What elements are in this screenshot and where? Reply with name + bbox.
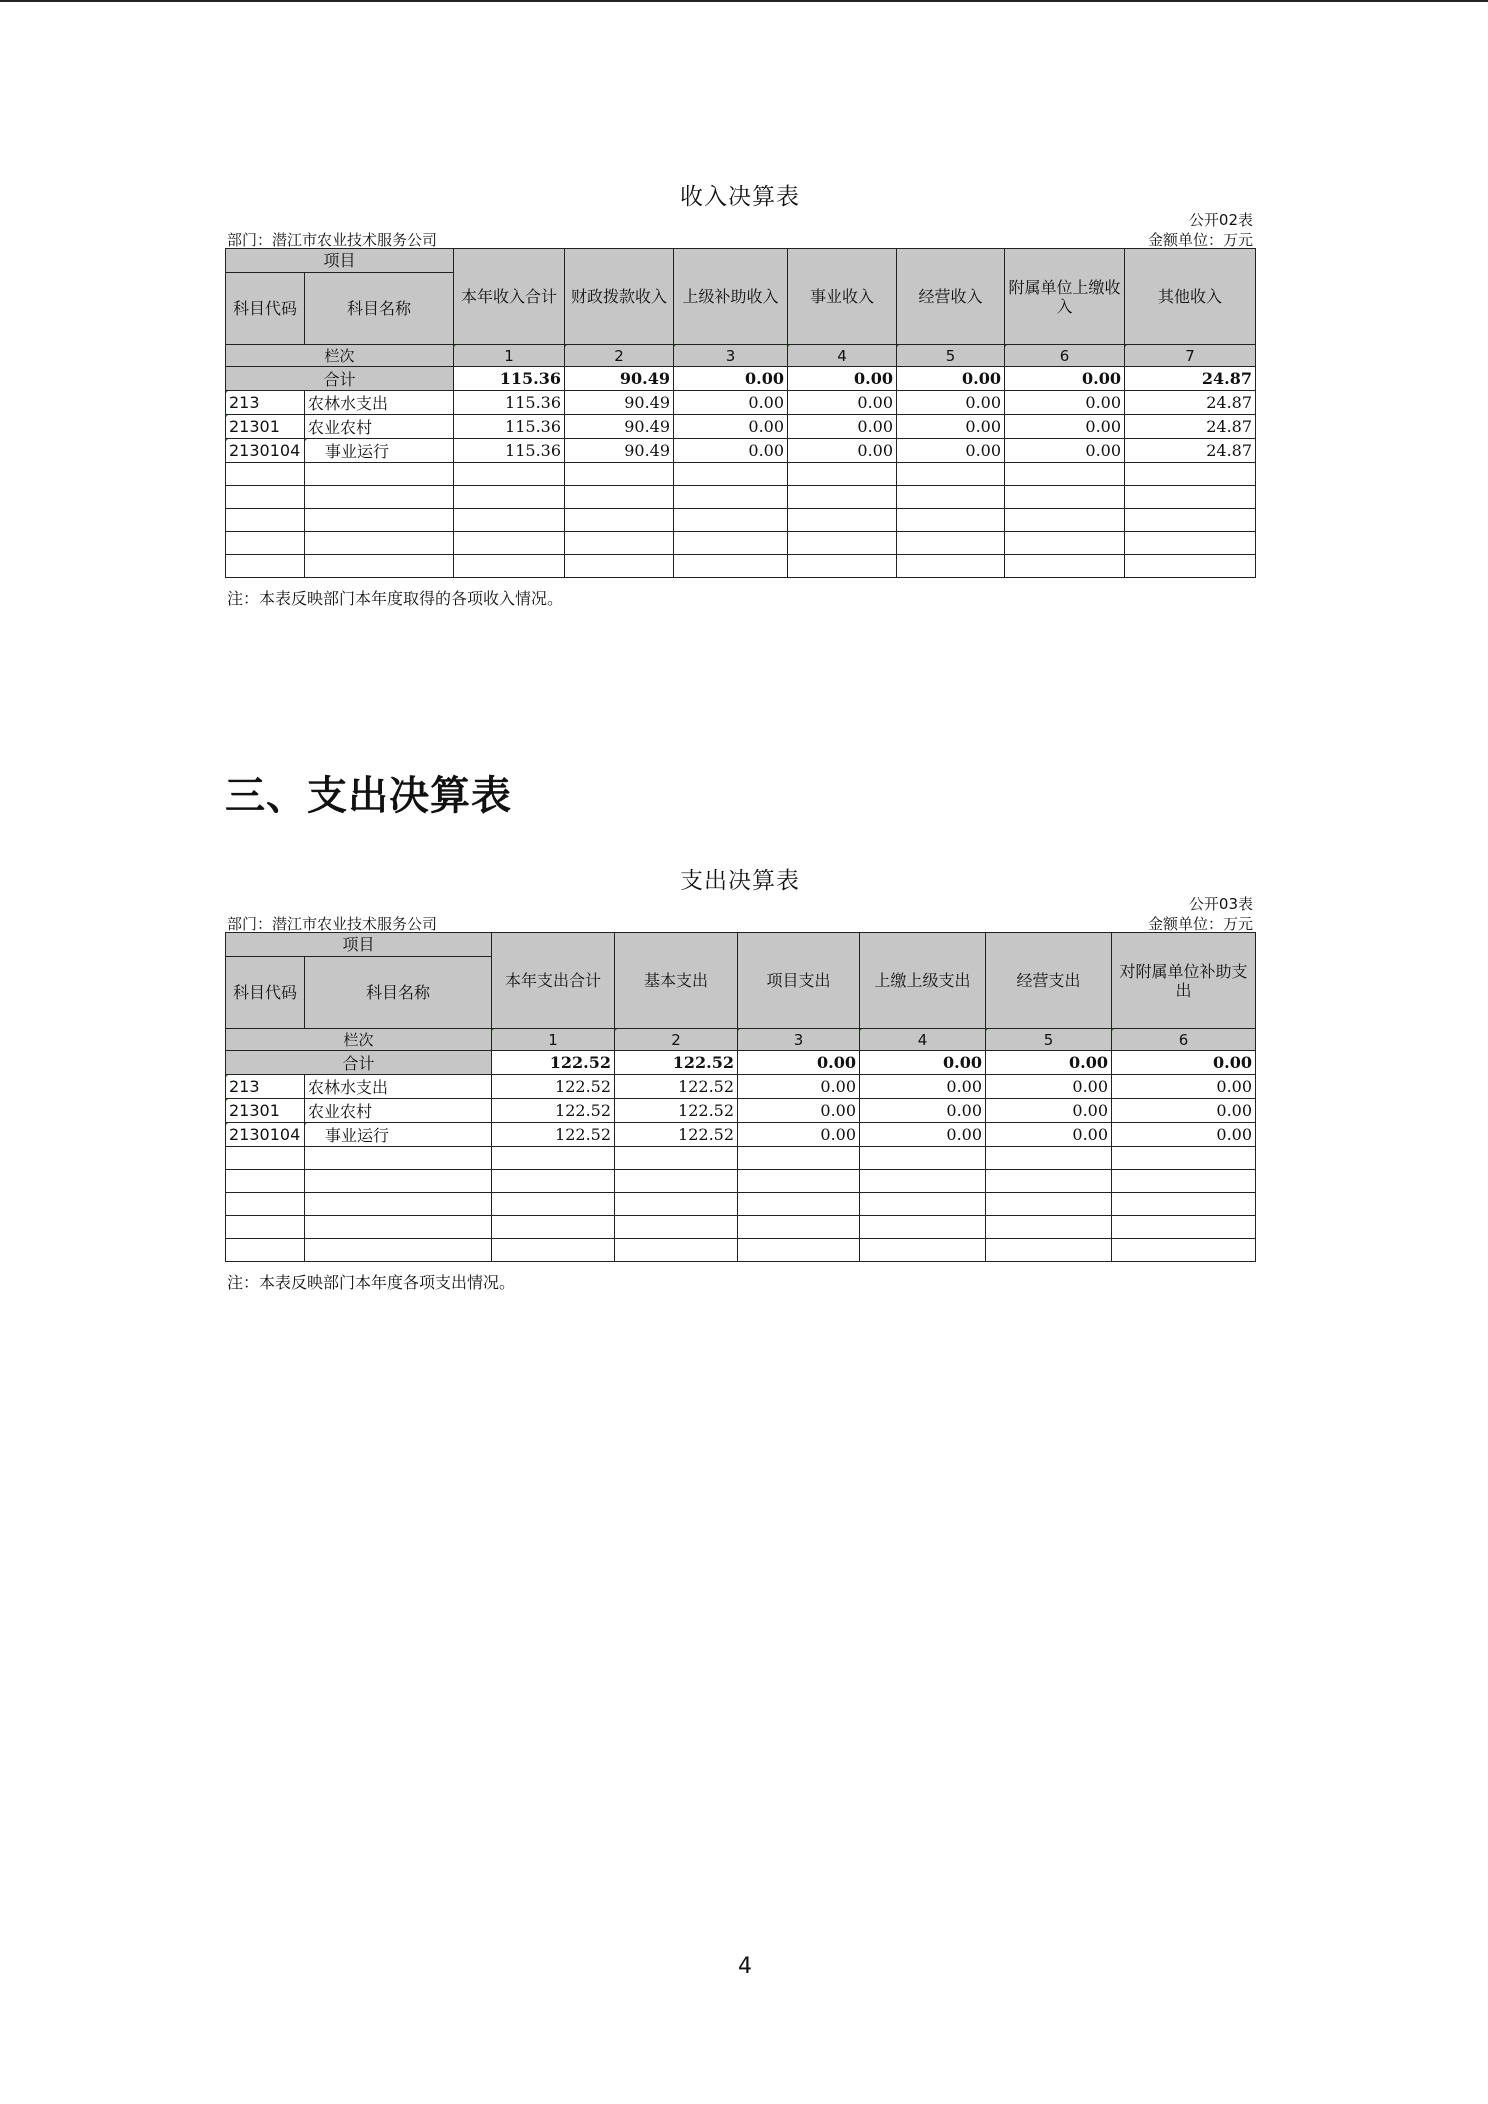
- empty-row: [226, 532, 1256, 555]
- expense-column-number-row: [226, 1029, 1256, 1051]
- income-table: [225, 248, 1256, 578]
- income-col-number: 7: [1125, 345, 1256, 367]
- income-col-number: 6: [1005, 345, 1125, 367]
- income-row-value: 0.00: [897, 439, 1005, 463]
- income-row-value: 90.49: [565, 391, 674, 415]
- expense-header-code: 科目代码: [226, 957, 305, 1029]
- income-row-value: 0.00: [1005, 391, 1125, 415]
- income-row-value: 90.49: [565, 415, 674, 439]
- income-col-number: 1: [454, 345, 565, 367]
- expense-total-value: 0.00: [738, 1051, 860, 1075]
- expense-row-code: 213: [226, 1075, 305, 1099]
- expense-row-value: 0.00: [738, 1123, 860, 1147]
- expense-header-item: 项目: [226, 933, 492, 957]
- expense-table: [225, 932, 1256, 1262]
- income-header-name: 科目名称: [305, 273, 454, 345]
- income-form-number: 公开02表: [1188, 211, 1253, 229]
- income-header-row: [226, 249, 1256, 273]
- empty-row: [226, 463, 1256, 486]
- income-col-number: 5: [897, 345, 1005, 367]
- empty-row: [226, 1193, 1256, 1216]
- income-total-value: 0.00: [897, 367, 1005, 391]
- expense-total-value: 0.00: [1112, 1051, 1256, 1075]
- income-row-code: 213: [226, 391, 305, 415]
- income-header-code: 科目代码: [226, 273, 305, 345]
- income-row-name: 农业农村: [305, 415, 454, 439]
- income-total-value: 0.00: [1005, 367, 1125, 391]
- expense-row-value: 122.52: [615, 1075, 738, 1099]
- income-total-value: 90.49: [565, 367, 674, 391]
- expense-row-value: 0.00: [986, 1123, 1112, 1147]
- income-row-value: 24.87: [1125, 439, 1256, 463]
- expense-col-number: 6: [1112, 1029, 1256, 1051]
- table-row: [226, 1075, 1256, 1099]
- expense-row-name: 农业农村: [305, 1099, 492, 1123]
- empty-row: [226, 1216, 1256, 1239]
- income-department: 部门：潜江市农业技术服务公司: [227, 231, 438, 249]
- expense-row-value: 0.00: [860, 1123, 986, 1147]
- income-row-value: 24.87: [1125, 391, 1256, 415]
- expense-col-header: 对附属单位补助支出: [1112, 933, 1256, 1029]
- table-row: [226, 439, 1256, 463]
- income-col-header: 上级补助收入: [674, 249, 788, 345]
- income-col-header: 财政拨款收入: [565, 249, 674, 345]
- income-col-label: 栏次: [226, 345, 454, 367]
- income-row-name: 农林水支出: [305, 391, 454, 415]
- empty-row: [226, 1239, 1256, 1262]
- expense-row-name: 事业运行: [305, 1123, 492, 1147]
- income-row-value: 0.00: [1005, 415, 1125, 439]
- expense-row-value: 0.00: [860, 1075, 986, 1099]
- income-row-value: 24.87: [1125, 415, 1256, 439]
- table-row: [226, 391, 1256, 415]
- income-row-value: 0.00: [788, 391, 897, 415]
- table-row: [226, 1099, 1256, 1123]
- expense-row-value: 0.00: [738, 1099, 860, 1123]
- expense-total-value: 0.00: [860, 1051, 986, 1075]
- expense-col-header: 本年支出合计: [492, 933, 615, 1029]
- income-row-code: 21301: [226, 415, 305, 439]
- section-heading: 三、支出决算表: [225, 772, 512, 819]
- income-row-code: 2130104: [226, 439, 305, 463]
- expense-row-value: 0.00: [860, 1099, 986, 1123]
- table-row: [226, 415, 1256, 439]
- income-row-value: 0.00: [788, 439, 897, 463]
- expense-department: 部门：潜江市农业技术服务公司: [227, 915, 438, 933]
- expense-row-value: 122.52: [615, 1099, 738, 1123]
- income-row-value: 0.00: [788, 415, 897, 439]
- expense-table-title: 支出决算表: [680, 868, 800, 894]
- expense-total-row: [226, 1051, 1256, 1075]
- expense-row-value: 0.00: [1112, 1075, 1256, 1099]
- expense-row-value: 122.52: [492, 1123, 615, 1147]
- income-row-value: 0.00: [1005, 439, 1125, 463]
- expense-row-code: 21301: [226, 1099, 305, 1123]
- income-total-label: 合计: [226, 367, 454, 391]
- expense-row-value: 122.52: [492, 1075, 615, 1099]
- income-col-number: 3: [674, 345, 788, 367]
- income-col-number: 2: [565, 345, 674, 367]
- income-col-header: 附属单位上缴收入: [1005, 249, 1125, 345]
- page-top-border: [0, 0, 1488, 2]
- income-row-value: 115.36: [454, 439, 565, 463]
- expense-row-value: 0.00: [986, 1099, 1112, 1123]
- income-row-value: 90.49: [565, 439, 674, 463]
- expense-row-name: 农林水支出: [305, 1075, 492, 1099]
- expense-total-value: 122.52: [615, 1051, 738, 1075]
- expense-row-code: 2130104: [226, 1123, 305, 1147]
- expense-row-value: 0.00: [1112, 1123, 1256, 1147]
- income-col-header: 事业收入: [788, 249, 897, 345]
- expense-form-number: 公开03表: [1188, 895, 1253, 913]
- expense-total-value: 122.52: [492, 1051, 615, 1075]
- income-row-name: 事业运行: [305, 439, 454, 463]
- income-total-value: 24.87: [1125, 367, 1256, 391]
- empty-row: [226, 555, 1256, 578]
- empty-row: [226, 1147, 1256, 1170]
- income-column-number-row: [226, 345, 1256, 367]
- income-note: 注：本表反映部门本年度取得的各项收入情况。: [227, 589, 564, 608]
- expense-header-name: 科目名称: [305, 957, 492, 1029]
- income-row-value: 115.36: [454, 415, 565, 439]
- income-total-value: 0.00: [788, 367, 897, 391]
- empty-row: [226, 509, 1256, 532]
- expense-col-number: 1: [492, 1029, 615, 1051]
- expense-header-row: [226, 933, 1256, 957]
- income-total-value: 0.00: [674, 367, 788, 391]
- income-header-item: 项目: [226, 249, 454, 273]
- income-row-value: 0.00: [674, 439, 788, 463]
- empty-row: [226, 486, 1256, 509]
- expense-col-number: 4: [860, 1029, 986, 1051]
- income-table-title: 收入决算表: [680, 184, 800, 210]
- expense-col-header: 基本支出: [615, 933, 738, 1029]
- expense-unit: 金额单位：万元: [1147, 915, 1253, 933]
- empty-row: [226, 1170, 1256, 1193]
- page-number: 4: [738, 1954, 752, 1979]
- table-row: [226, 1123, 1256, 1147]
- expense-row-value: 0.00: [986, 1075, 1112, 1099]
- income-row-value: 0.00: [674, 391, 788, 415]
- expense-row-value: 122.52: [492, 1099, 615, 1123]
- income-col-header: 经营收入: [897, 249, 1005, 345]
- income-col-number: 4: [788, 345, 897, 367]
- income-row-value: 0.00: [897, 415, 1005, 439]
- expense-col-header: 上缴上级支出: [860, 933, 986, 1029]
- expense-row-value: 0.00: [1112, 1099, 1256, 1123]
- expense-col-number: 5: [986, 1029, 1112, 1051]
- income-total-row: [226, 367, 1256, 391]
- expense-row-value: 122.52: [615, 1123, 738, 1147]
- income-col-header: 本年收入合计: [454, 249, 565, 345]
- income-col-header: 其他收入: [1125, 249, 1256, 345]
- expense-col-number: 2: [615, 1029, 738, 1051]
- income-row-value: 0.00: [897, 391, 1005, 415]
- income-total-value: 115.36: [454, 367, 565, 391]
- expense-total-value: 0.00: [986, 1051, 1112, 1075]
- expense-row-value: 0.00: [738, 1075, 860, 1099]
- expense-note: 注：本表反映部门本年度各项支出情况。: [227, 1273, 516, 1292]
- expense-col-header: 经营支出: [986, 933, 1112, 1029]
- income-unit: 金额单位：万元: [1147, 231, 1253, 249]
- expense-col-header: 项目支出: [738, 933, 860, 1029]
- expense-col-label: 栏次: [226, 1029, 492, 1051]
- income-row-value: 0.00: [674, 415, 788, 439]
- income-row-value: 115.36: [454, 391, 565, 415]
- expense-col-number: 3: [738, 1029, 860, 1051]
- expense-total-label: 合计: [226, 1051, 492, 1075]
